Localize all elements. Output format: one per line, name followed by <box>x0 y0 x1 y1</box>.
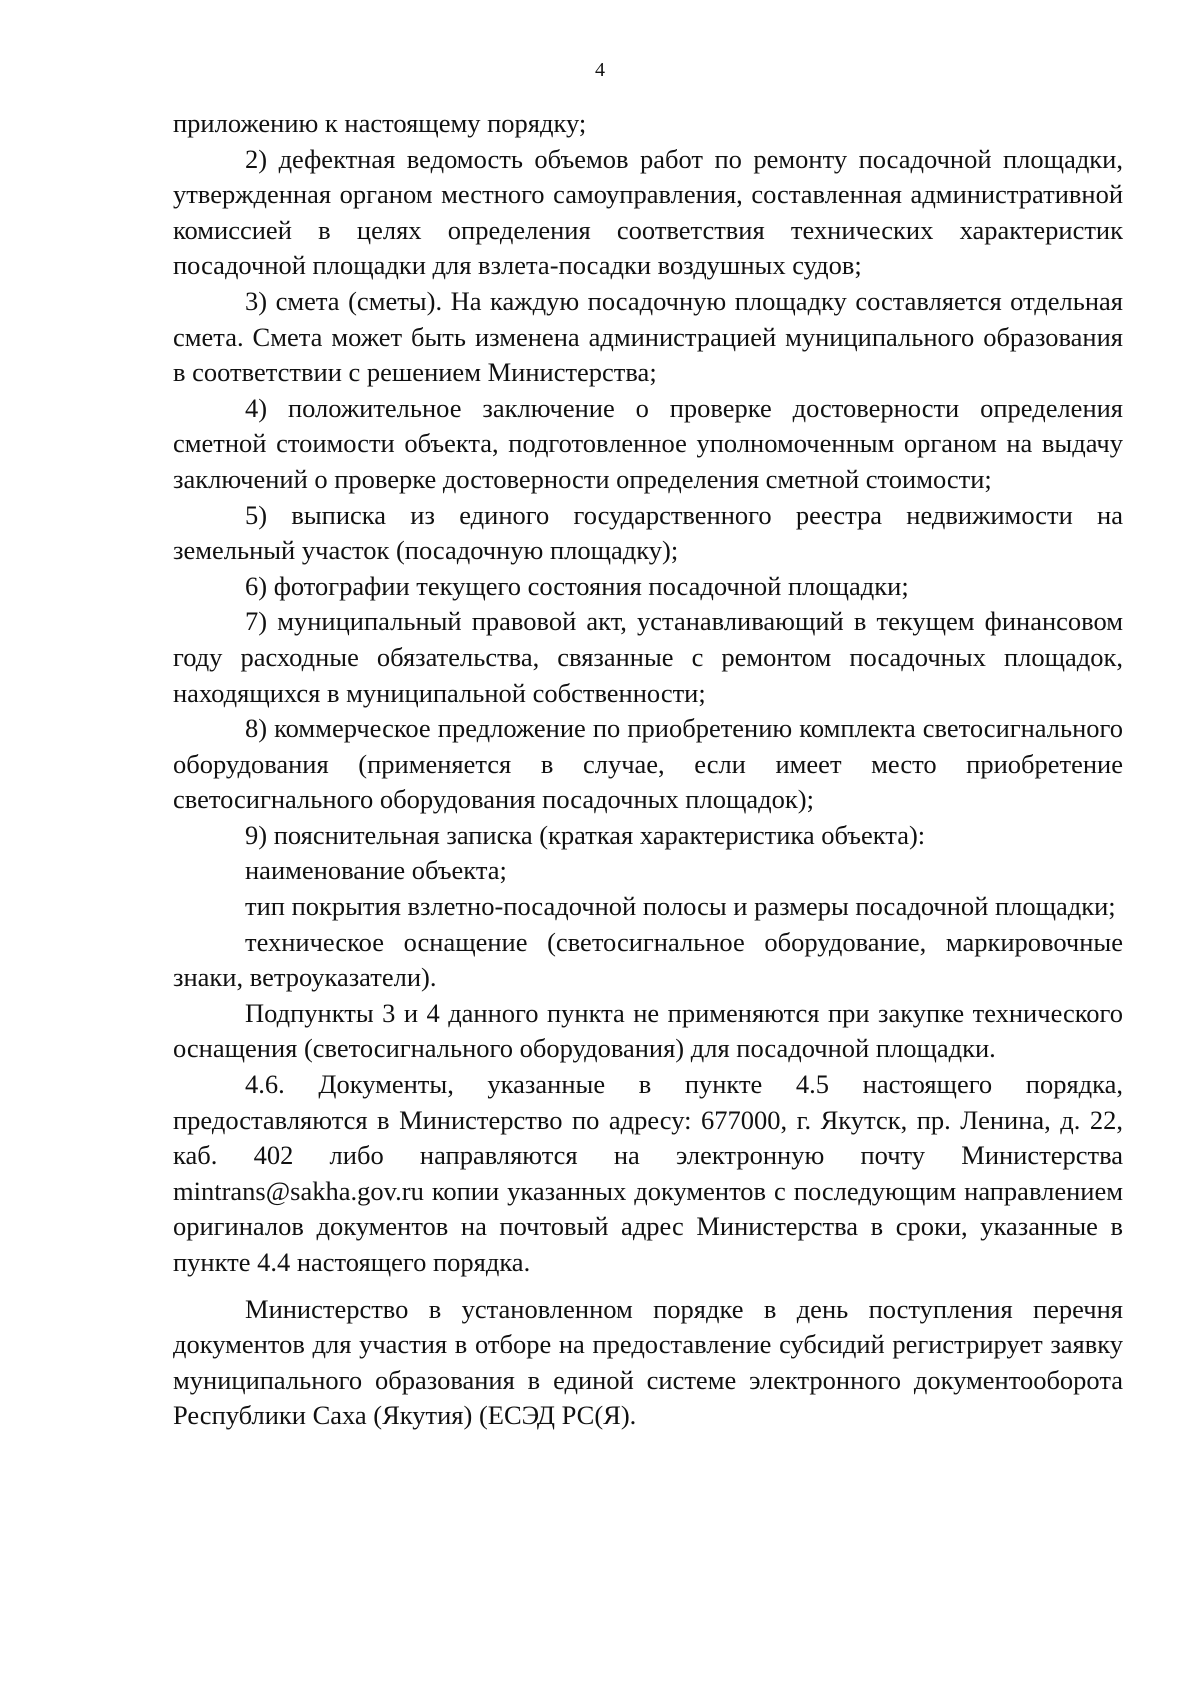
list-item-4: 4) положительное заключение о проверке достоверности определения сметной стоимости объекта, подготовленное уполномоченным органом на выдачу заключений о проверке достоверности определения сметной стоимости; <box>173 392 1123 494</box>
list-item-2: 2) дефектная ведомость объемов работ по ремонту посадочной площадки, утвержденная органом местного самоуправления, составленная административной комиссией в целях определения соответствия технических характеристик посадочной площадки для взлета-посадки воздушных судов; <box>173 143 1123 281</box>
sub-item-object-name: наименование объекта; <box>245 855 507 886</box>
page-number: 4 <box>595 59 605 81</box>
paragraph-4-6: 4.6. Документы, указанные в пункте 4.5 настоящего порядка, предоставляются в Министерство по адресу: 677000, г. Якутск, пр. Ленина, д. 22, каб. 402 либо направляются на электронную почту Министерства mintrans@sakha.gov.ru копии указанных документов с последующим направлением оригиналов документов на почтовый адрес Министерства в сроки, указанные в пункте 4.4 настоящего порядка. <box>173 1069 1123 1277</box>
document-body <box>173 106 1123 1434</box>
list-item-9: 9) пояснительная записка (краткая характеристика объекта): <box>245 819 926 850</box>
list-item-7: 7) муниципальный правовой акт, устанавливающий в текущем финансовом году расходные обязательства, связанные с ремонтом посадочных площадок, находящихся в муниципальной собственности; <box>173 606 1123 708</box>
list-item-6: 6) фотографии текущего состояния посадочной площадки; <box>245 570 909 601</box>
sub-item-technical-equipment: техническое оснащение (светосигнальное оборудование, маркировочные знаки, ветроуказатели). <box>173 926 1123 993</box>
paragraph-exceptions: Подпункты 3 и 4 данного пункта не применяются при закупке технического оснащения (светосигнального оборудования) для посадочной площадки. <box>173 997 1123 1064</box>
paragraph-continuation: приложению к настоящему порядку; <box>173 108 587 138</box>
list-item-5: 5) выписка из единого государственного реестра недвижимости на земельный участок (посадочную площадку); <box>173 499 1123 566</box>
list-item-3: 3) смета (сметы). На каждую посадочную площадку составляется отдельная смета. Смета может быть изменена администрацией муниципального образования в соответствии с решением Министерства; <box>173 285 1123 388</box>
list-item-8: 8) коммерческое предложение по приобретению комплекта светосигнального оборудования (применяется в случае, если имеет место приобретение светосигнального оборудования посадочных площадок); <box>173 713 1123 815</box>
paragraph-registration: Министерство в установленном порядке в день поступления перечня документов для участия в отборе на предоставление субсидий регистрирует заявку муниципального образования в единой системе электронного документооборота Республики Саха (Якутия) (ЕСЭД РС(Я). <box>173 1293 1123 1431</box>
sub-item-runway-type: тип покрытия взлетно-посадочной полосы и размеры посадочной площадки; <box>245 891 1116 922</box>
